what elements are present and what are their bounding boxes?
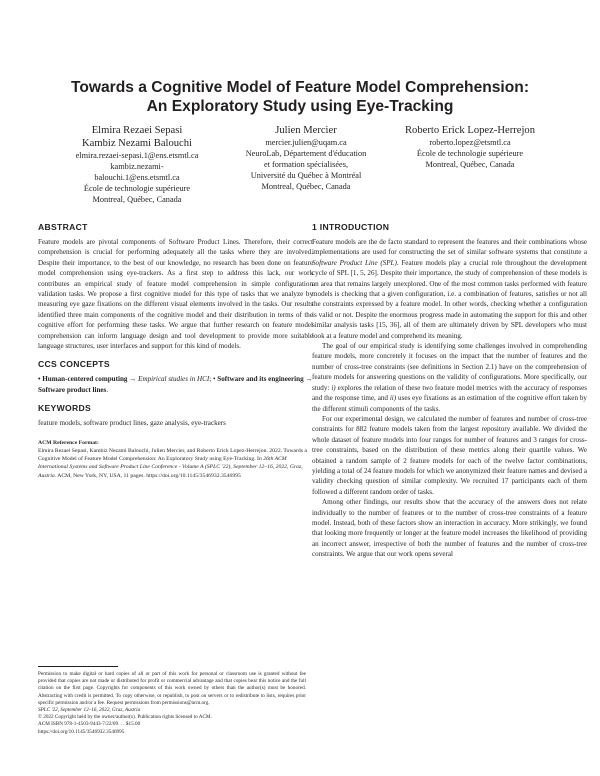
reference-part: ACM, New York, NY, USA, 11 pages. https://doi.org/10.1145/3546932.3546995 [56, 472, 241, 479]
footnote-venue-text: SPLC '22, September 12–16, 2022, Graz, Austria [38, 707, 141, 714]
introduction-heading: 1 INTRODUCTION [312, 222, 390, 232]
title-line-1: Towards a Cognitive Model of Feature Model Comprehension: [70, 79, 530, 96]
ccs-item-2: Software product lines [38, 385, 107, 394]
author-block-3 [380, 124, 560, 170]
acm-reference-heading: ACM Reference Format: [38, 439, 99, 446]
paragraph-part: The goal of our empirical study is identifying some challenges involved in comprehending feature models, more concretely it focuses on the impact that the number of features and the number of cross-tree constraints (see definitions in Section 2.1) have on the comprehension of feature models for answering questions on the validity of configurations. More specifically, our study: [312, 342, 587, 392]
keywords-heading: KEYWORDS [38, 403, 92, 414]
paragraph-part: uses eye fixations as an estimation of the cognitive effort taken by the different stimuli components of the tasks. [312, 394, 587, 413]
footnote-rule [38, 666, 118, 667]
abstract-text: Feature models are pivotal components of Software Product Lines. Therefore, their correct comprehension is crucial for performing adequately all the tasks where they are involved. Despite their importance, to the best of our knowledge, no research has been done on feature model comprehension using eye-trackers. As a first step to address this lack, our work contributes an empirical study of feature model comprehension in simple configuration validation tasks. We propose a first cognitive model for this type of tasks that we analyze by measuring eye gaze fixations on the different visual elements involved in the tasks. Our results identified three main components of the cognitive model and their distribution in terms of the cognitive effort for performing these tasks. We argue that further research on feature model comprehension can inform language design and tool development to provide more suitable language structures, user interfaces and support for this kind of models. [38, 238, 313, 351]
ccs-heading: CCS CONCEPTS [38, 359, 110, 370]
author-name: Julien Mercier [275, 125, 337, 136]
author-affiliation: Université du Québec à Montréal [250, 171, 362, 180]
ccs-end: . [106, 385, 109, 394]
footnote-copyright: © 2022 Copyright held by the owner/author(s). Publication rights licensed to ACM. [38, 714, 212, 721]
permission-text: Permission to make digital or hard copies of all or part of this work for personal or classroom use is granted without fee provided that copies are not made or distributed for profit or commercial advantage and that copies bear this notice and the full citation on the first page. Copyrights for components of this work owned by others than the author(s) must be honored. Abstracting with credit is permitted. To copy otherwise, or republish, to post on servers or to redistribute to lists, requires prior specific permission and/or a fee. Request permissions from permissions@acm.org. [38, 671, 306, 706]
ccs-section [38, 359, 313, 395]
keywords-section [38, 403, 313, 428]
paper-title [40, 78, 560, 116]
title-line-2: An Exploratory Study using Eye-Tracking [146, 98, 454, 115]
abstract-heading: ABSTRACT [38, 222, 88, 232]
ccs-arrow: → [305, 375, 313, 384]
paragraph-part: explores the relation of these two feature model metrics with the accuracy of responses and the response time, and [312, 383, 587, 403]
paragraph-emphasis: ii) [389, 394, 397, 403]
ccs-separator: ; • [209, 375, 216, 384]
author-name: Elmira Rezaei Sepasi [91, 125, 183, 136]
paragraph-part: Feature models are the de facto standard to represent the features and their combinations whose implementations are used for constructing the set of similar software systems that constitute a [312, 238, 587, 257]
ccs-arrow: → [129, 375, 137, 384]
author-email: balouchi.1@ens.etsmtl.ca [94, 173, 180, 182]
left-column [38, 222, 313, 480]
ccs-item-1: Empirical studies in HCI [138, 375, 210, 384]
author-affiliation: et formation spécialisées, [263, 160, 349, 169]
permission-footnote [38, 671, 306, 736]
right-column [312, 222, 587, 560]
intro-paragraph-1 [312, 237, 587, 341]
author-email: elmira.rezaei-sepasi.1@ens.etsmtl.ca [75, 151, 199, 160]
footnote-doi: https://doi.org/10.1145/3546932.3546995 [38, 728, 125, 735]
author-email: kambiz.nezami- [110, 162, 164, 171]
reference-venue: 26th ACM International Systems and Software Product Line Conference - Volume A (SPLC '22), September 12–16, 2022, Graz, Austria. [38, 456, 303, 479]
acm-reference [38, 439, 313, 480]
ccs-bullet-1: • Human-centered computing [38, 375, 128, 384]
paragraph-emphasis: Software Product Line (SPL) [312, 258, 397, 267]
author-name: Kambiz Nezami Balouchi [81, 138, 193, 149]
intro-paragraph-2 [312, 341, 587, 414]
author-affiliation: NeuroLab, Département d'éducation [245, 149, 367, 158]
ccs-bullet-2: Software and its engineering [217, 375, 304, 384]
reference-part: Elmira Rezaei Sepasi, Kambiz Nezami Balouchi, Julien Mercier, and Roberto Erick Lopez-Herrejon. 2022. Towards a Cognitive Model of Feature Model Comprehension: An Exploratory Study using Eye-Tracking. In [38, 447, 307, 463]
author-location: Montreal, Québec, Canada [261, 182, 351, 191]
author-affiliation: École de technologie supérieure [416, 149, 524, 158]
author-block-1 [52, 124, 222, 205]
intro-paragraph-4: Among other findings, our results show that the accuracy of the answers does not relate individually to the number of features or to the number of cross-tree constraints of a feature model. Instead, both of these factors show an interaction in accuracy. More strikingly, we found that looking more frequently or longer at the feature model increases the likelihood of providing an incorrect answer, irrespective of both the number of features and the number of cross-tree constraints. We argue that our work opens several [312, 498, 587, 559]
author-email: roberto.lopez@etsmtl.ca [429, 138, 511, 147]
acm-reference-text [38, 447, 313, 480]
author-email: mercier.julien@uqam.ca [265, 138, 347, 147]
author-block-2 [236, 124, 376, 192]
paragraph-emphasis: i) [331, 383, 336, 392]
footnote-isbn: ACM ISBN 978-1-4503-9443-7/22/09. . . $15.00 [38, 721, 141, 728]
author-location: Montreal, Québec, Canada [425, 160, 515, 169]
author-affiliation: École de technologie supérieure [83, 184, 191, 193]
paragraph-part: . Feature models play a crucial role throughout the development cycle of SPL [1, 5, 26]. Despite their importance, the study of comprehension of these models is an area that remains largely unexplored. One of the most common tasks performed with feature models is checking that a given configuration, i.e. a combination of features, satisfies or not all the constraints expressed by a feature model. In other words, checking whether a configuration is valid or not. Despite the enormous progress made in automating the support for this and other similar analysis tasks [15, 36], all of them are ultimately driven by SPL developers who must look at a feature model and comprehend its meaning. [312, 258, 587, 340]
intro-paragraph-3: For our experimental design, we calculated the number of features and number of cross-tree constraints for 882 feature models taken from the largest repository available. We divided the whole dataset of feature models into four ranges for number of features and 3 ranges for cross-tree constraints, based on the distribution of these metrics along their quartile values. We obtained a random sample of 2 feature models for each of the twelve factor combinations, yielding a total of 24 feature models for which we anonymized their feature names and devised a validity checking question of similar complexity. We recruited 17 participants each of them followed a different random order of tasks. [312, 414, 587, 496]
ccs-text [38, 374, 313, 395]
author-name: Roberto Erick Lopez-Herrejon [404, 125, 535, 136]
keywords-text: feature models, software product lines, gaze analysis, eye-trackers [38, 419, 226, 428]
author-location: Montreal, Québec, Canada [92, 195, 182, 204]
